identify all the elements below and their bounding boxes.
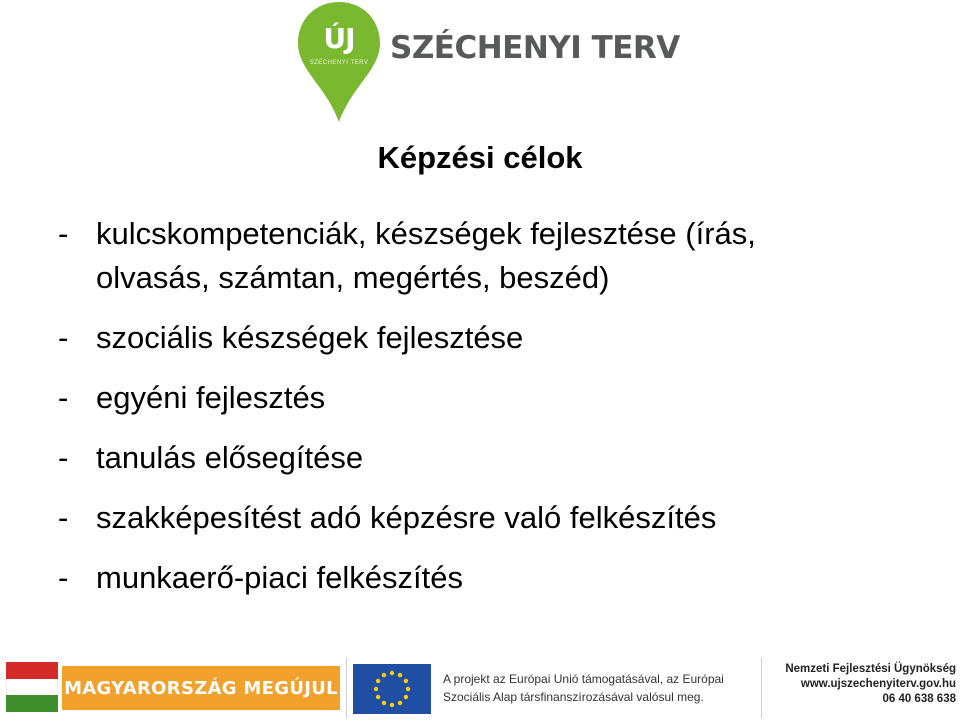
footer-banner: MAGYARORSZÁG MEGÚJUL bbox=[62, 666, 340, 710]
eu-funding-text bbox=[443, 670, 759, 706]
bullet-dash: - bbox=[58, 440, 69, 475]
logo-wordmark: SZÉCHENYI TERV bbox=[390, 30, 680, 66]
footer-bar bbox=[0, 652, 960, 720]
list-item-text-continued: olvasás, számtan, megértés, beszéd) bbox=[96, 260, 610, 295]
logo-badge-subtext: SZÉCHENYI TERV bbox=[309, 60, 369, 66]
list-item bbox=[58, 316, 938, 360]
logo-badge-text: ÚJ bbox=[323, 22, 355, 55]
list-item-text: tanulás elősegítése bbox=[96, 440, 364, 475]
bullet-dash: - bbox=[58, 320, 69, 355]
agency-phone: 06 40 638 638 bbox=[882, 693, 956, 705]
list-item bbox=[58, 436, 938, 480]
list-item bbox=[58, 212, 938, 300]
list-item-text: szakképesítést adó képzésre való felkészítés bbox=[96, 500, 717, 535]
agency-name: Nemzeti Fejlesztési Ügynökség bbox=[785, 663, 956, 675]
eu-text-line: A projekt az Európai Unió támogatásával, az Európai bbox=[443, 672, 724, 686]
bullet-dash: - bbox=[58, 380, 69, 415]
eu-flag-icon bbox=[353, 664, 431, 714]
page-title: Képzési célok bbox=[377, 140, 583, 175]
hungarian-flag-icon bbox=[6, 662, 58, 712]
bullet-dash: - bbox=[58, 560, 69, 595]
bullet-dash: - bbox=[58, 500, 69, 535]
list-item-text: szociális készségek fejlesztése bbox=[96, 320, 524, 355]
bullet-dash: - bbox=[58, 216, 69, 251]
list-item-text: munkaerő-piaci felkészítés bbox=[96, 560, 463, 595]
agency-info bbox=[772, 662, 956, 707]
goals-list bbox=[58, 212, 938, 616]
list-item bbox=[58, 376, 938, 420]
list-item bbox=[58, 556, 938, 600]
list-item-text: kulcskompetenciák, készségek fejlesztése (írás, bbox=[96, 216, 756, 251]
eu-text-line: Szociális Alap társfinanszírozásával valósul meg. bbox=[443, 690, 704, 704]
agency-url: www.ujszechenyiterv.gov.hu bbox=[800, 678, 956, 690]
header-logo bbox=[270, 0, 720, 132]
list-item bbox=[58, 496, 938, 540]
eu-funding-notice bbox=[346, 658, 762, 718]
list-item-text: egyéni fejlesztés bbox=[96, 380, 326, 415]
